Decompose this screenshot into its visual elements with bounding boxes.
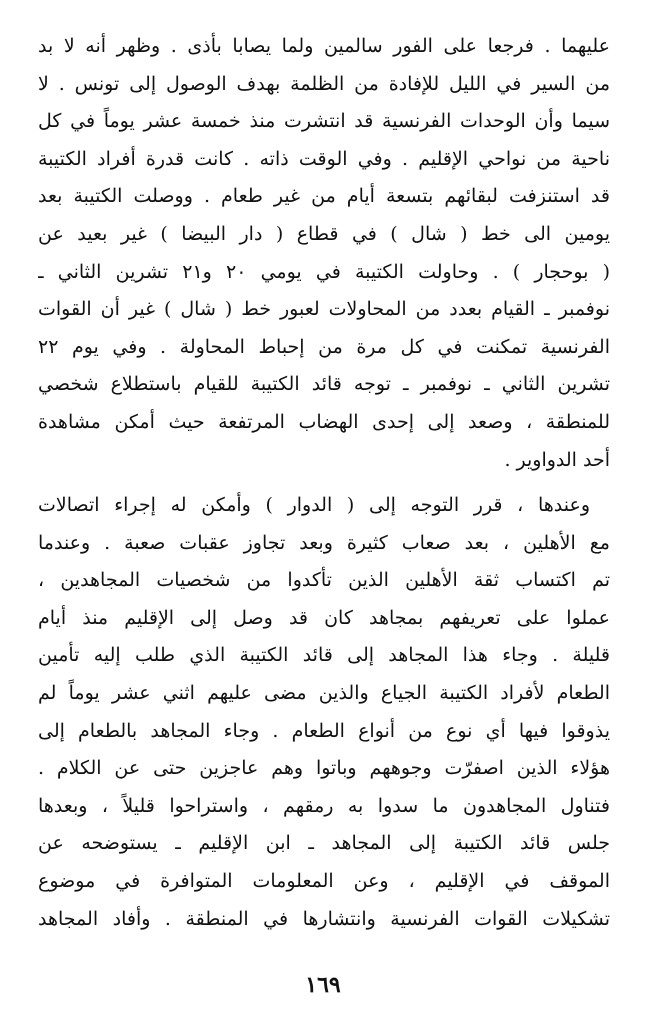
- text-line: الفرنسية تمكنت في كل مرة من إحباط المحاولة . وفي يوم ٢٢: [38, 335, 610, 358]
- text-line: تشكيلات القوات الفرنسية وانتشارها في المنطقة . وأفاد المجاهد: [38, 907, 610, 930]
- text-line: ناحية من نواحي الإقليم . وفي الوقت ذاته . كانت قدرة أفراد الكتيبة: [38, 147, 610, 170]
- text-line: الطعام لأفراد الكتيبة الجياع والذين مضى عليهم اثني عشر يوماً لم: [38, 681, 610, 704]
- text-line: يذوقوا فيها أي نوع من أنواع الطعام . وجاء المجاهد بالطعام إلى: [38, 719, 610, 742]
- page-number: ١٦٩: [305, 972, 341, 998]
- text-line: من السير في الليل للإفادة من الظلمة بهدف الوصول إلى تونس . لا: [38, 72, 610, 95]
- text-line: عملوا على تعريفهم بمجاهد كان قد وصل إلى الإقليم منذ أيام: [38, 606, 610, 629]
- text-line: فتناول المجاهدون ما سدوا به رمقهم ، واستراحوا قليلاً ، وبعدها: [38, 794, 610, 817]
- text-line: يومين الى خط ( شال ) في قطاع ( دار البيضا ) غير بعيد عن: [38, 222, 610, 245]
- paragraph-1: [38, 28, 610, 479]
- text-line: هؤلاء الذين اصفرّت وجوههم وباتوا وهم عاجزين حتى عن الكلام .: [38, 757, 610, 780]
- text-line: جلس قائد الكتيبة إلى المجاهد ـ ابن الإقليم ـ يستوضحه عن: [38, 832, 610, 855]
- text-line: وعندها ، قرر التوجه إلى ( الدوار ) وأمكن له إجراء اتصالات: [38, 494, 590, 516]
- text-line: مع الأهلين ، بعد صعاب كثيرة وبعد تجاوز عقبات صعبة . وعندما: [38, 531, 610, 554]
- text-line: نوفمبر ـ القيام بعدد من المحاولات لعبور خط ( شال ) غير أن القوات: [38, 298, 610, 321]
- text-line: للمنطقة ، وصعد إلى إحدى الهضاب المرتفعة حيث أمكن مشاهدة: [38, 410, 610, 433]
- text-line: أحد الدواوير .: [504, 448, 610, 471]
- text-line: قليلة . وجاء هذا المجاهد إلى قائد الكتيبة الذي طلب إليه تأمين: [38, 644, 610, 667]
- text-line: عليهما . فرجعا على الفور سالمين ولما يصابا بأذى . وظهر أنه لا بد: [38, 35, 610, 57]
- text-line: ( بوحجار ) . وحاولت الكتيبة في يومي ٢٠ و٢١ تشرين الثاني ـ: [38, 260, 610, 283]
- text-line: قد استنزفت لبقائهم بتسعة أيام من غير طعام . ووصلت الكتيبة بعد: [38, 185, 610, 208]
- paragraph-2: [38, 487, 610, 938]
- text-line: سيما وأن الوحدات الفرنسية قد انتشرت منذ خمسة عشر يوماً في كل: [38, 110, 610, 133]
- text-line: تشرين الثاني ـ نوفمبر ـ توجه قائد الكتيبة للقيام باستطلاع شخصي: [38, 373, 610, 396]
- text-line: الموقف في الإقليم ، وعن المعلومات المتوافرة في موضوع: [38, 869, 610, 892]
- text-line: تم اكتساب ثقة الأهلين الذين تأكدوا من شخصيات المجاهدين ،: [38, 569, 610, 592]
